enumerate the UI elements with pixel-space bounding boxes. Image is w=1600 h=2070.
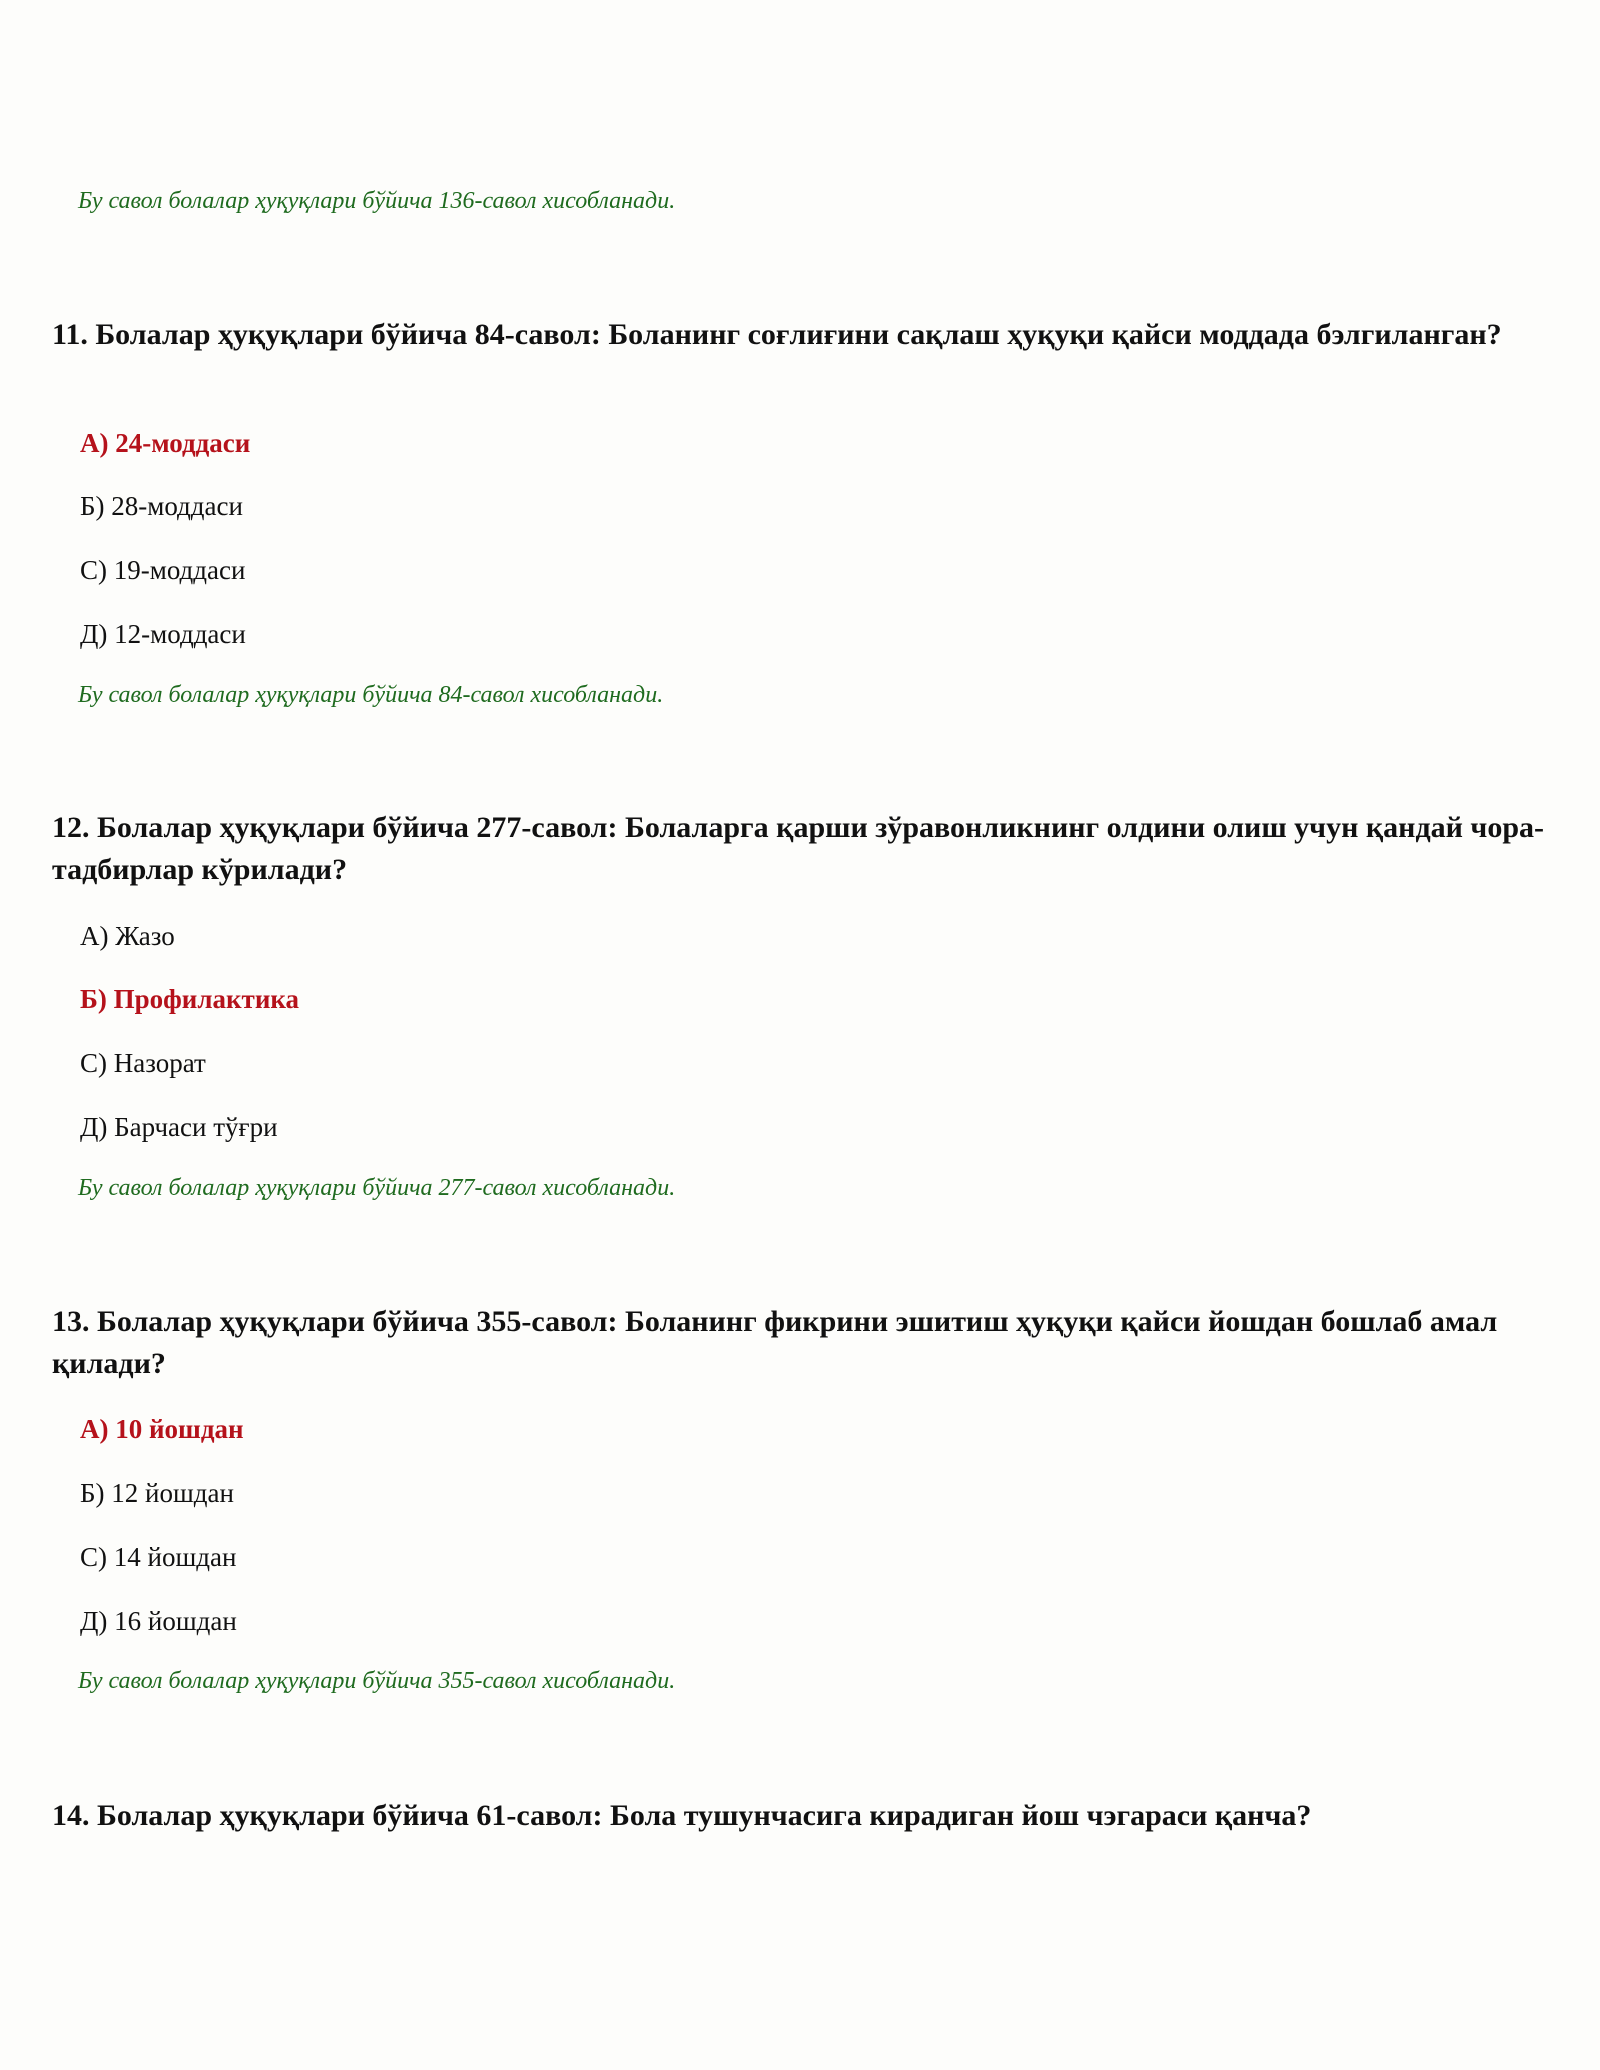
question-12-text: 12. Болалар ҳуқуқлари бўйича 277-савол: Болаларга қарши зўравонликнинг олдини олиш учун қандай чора-тадбирлар кўрилади? [52,811,1545,886]
question-13-option-d: Д) 16 йошдан [80,1606,237,1636]
previous-question-note: Бу савол болалар ҳуқуқлари бўйича 136-савол хисобланади. [78,188,676,214]
question-14-text: 14. Болалар ҳуқуқлари бўйича 61-савол: Бола тушунчасига кирадиган йош чэгараси қанча? [52,1799,1312,1832]
question-13-option-a: А) 10 йошдан [80,1414,244,1444]
question-11-text: 11. Болалар ҳуқуқлари бўйича 84-савол: Боланинг соғлиғини сақлаш ҳуқуқи қайси моддада бэлгиланган? [52,318,1502,351]
question-13-note: Бу савол болалар ҳуқуқлари бўйича 355-савол хисобланади. [78,1668,676,1694]
question-12-option-c: С) Назорат [80,1048,206,1078]
question-12-option-b: Б) Профилактика [80,984,300,1014]
question-12-option-a: А) Жазо [80,921,175,951]
question-13-text: 13. Болалар ҳуқуқлари бўйича 355-савол: Боланинг фикрини эшитиш ҳуқуқи қайси йошдан бошлаб амал қилади? [52,1305,1498,1380]
question-13-option-c: С) 14 йошдан [80,1542,237,1572]
question-11-note: Бу савол болалар ҳуқуқлари бўйича 84-савол хисобланади. [78,682,664,708]
question-11-option-c: С) 19-моддаси [80,555,246,585]
question-12-option-d: Д) Барчаси тўғри [80,1112,278,1142]
question-11-option-a: А) 24-моддаси [80,428,251,458]
question-11-option-d: Д) 12-моддаси [80,619,246,649]
question-12-note: Бу савол болалар ҳуқуқлари бўйича 277-савол хисобланади. [78,1175,676,1201]
question-13-option-b: Б) 12 йошдан [80,1478,234,1508]
question-11-option-b: Б) 28-моддаси [80,491,243,521]
